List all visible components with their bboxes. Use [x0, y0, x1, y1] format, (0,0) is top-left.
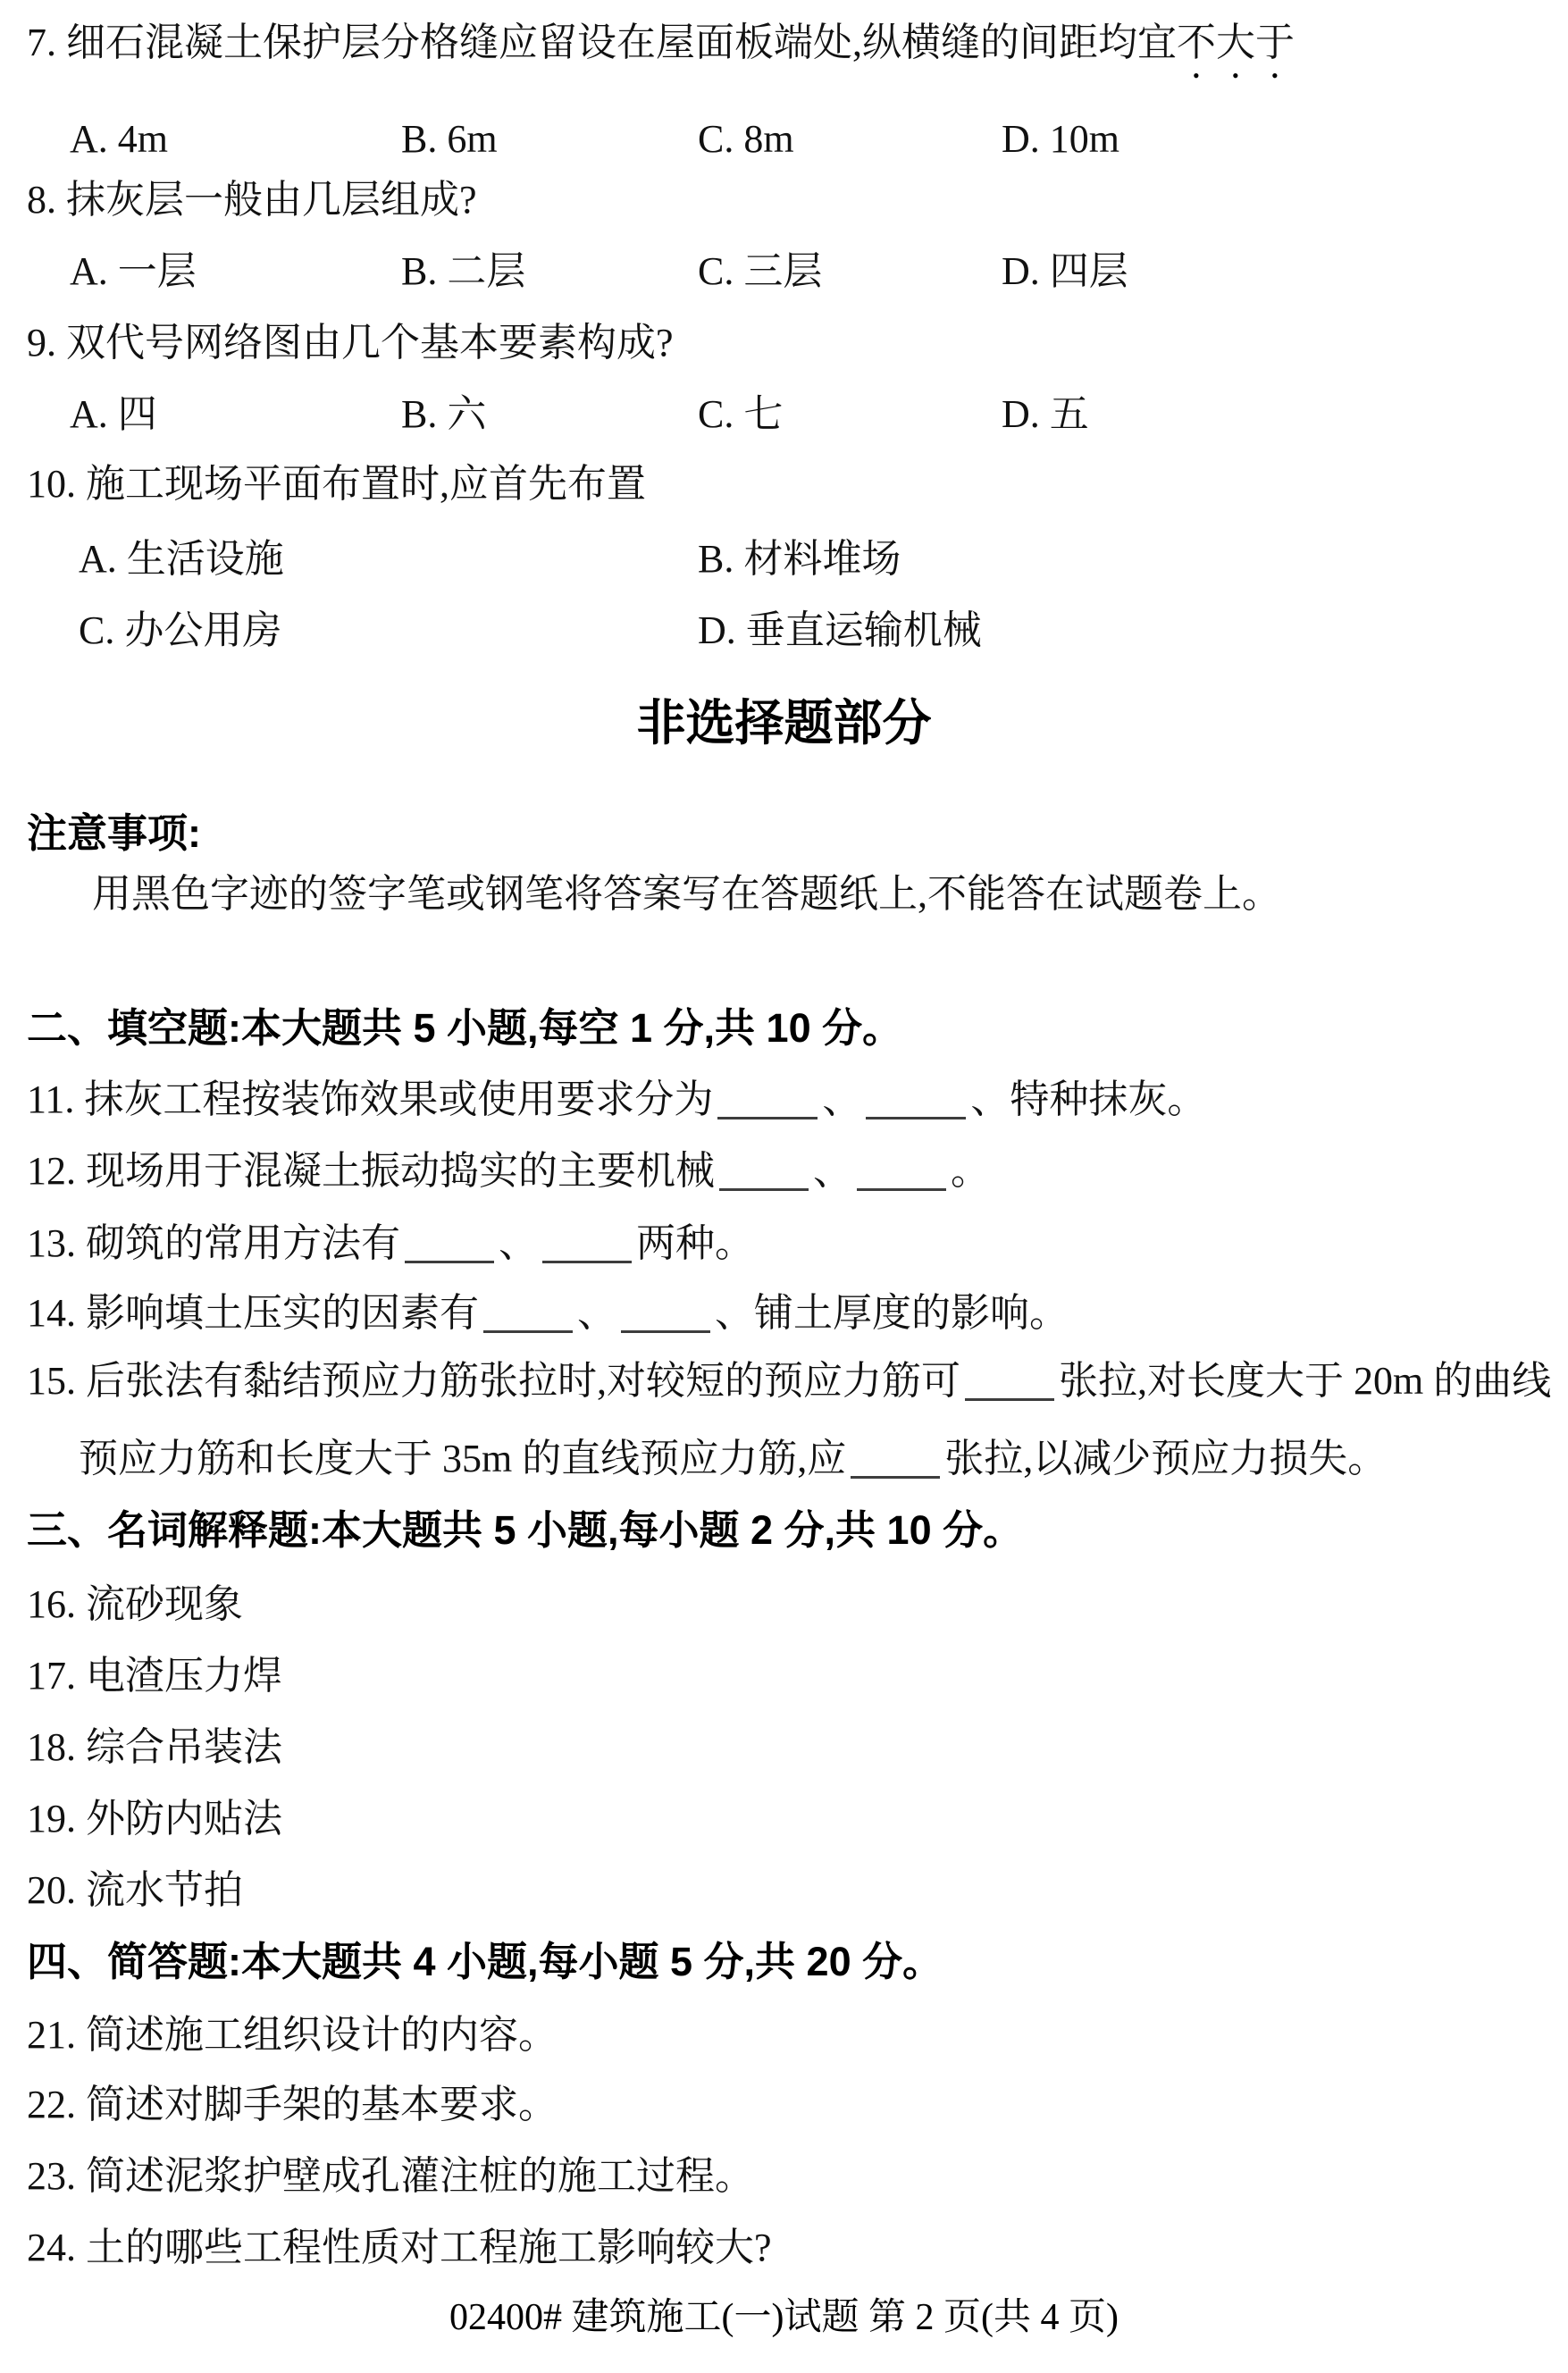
- blank-line: [965, 1398, 1054, 1401]
- blank-line: [405, 1261, 494, 1263]
- fill-section-title: 二、填空题:本大题共 5 小题,每空 1 分,共 10 分。: [27, 1005, 903, 1051]
- question-15-line2-pre: 预应力筋和长度大于 35m 的直线预应力筋,应: [79, 1437, 847, 1480]
- question-8-option-d: D. 四层: [1002, 249, 1128, 293]
- question-14-text-pre: 14. 影响填土压实的因素有: [27, 1291, 479, 1335]
- question-11-text-post: 、特种抹灰。: [970, 1077, 1207, 1121]
- blank-line: [621, 1330, 710, 1333]
- question-21: 21. 简述施工组织设计的内容。: [27, 2013, 558, 2057]
- short-answer-section-title: 四、简答题:本大题共 4 小题,每小题 5 分,共 20 分。: [27, 1939, 943, 1984]
- question-15-line-1: [0, 1356, 1568, 1413]
- question-20: 20. 流水节拍: [27, 1868, 243, 1912]
- question-10-option-a: A. 生活设施: [79, 537, 284, 581]
- question-10-options-row-2: [0, 606, 1568, 663]
- question-15-line-2: [0, 1434, 1568, 1491]
- section-heading-nonchoice: 非选择题部分: [636, 695, 932, 750]
- question-8: [0, 175, 1568, 232]
- question-8-options: [0, 247, 1568, 304]
- question-12-text-pre: 12. 现场用于混凝土振动捣实的主要机械: [27, 1149, 715, 1193]
- question-10-text: 10. 施工现场平面布置时,应首先布置: [27, 462, 646, 506]
- blank-line: [719, 1188, 809, 1191]
- question-22: 22. 简述对脚手架的基本要求。: [27, 2083, 558, 2126]
- question-10: [0, 459, 1568, 516]
- question-18: 18. 综合吊装法: [27, 1725, 282, 1769]
- question-7-option-d: D. 10m: [1002, 117, 1119, 161]
- question-8-option-b: B. 二层: [401, 249, 526, 293]
- notice-text: 用黑色字迹的签字笔或钢笔将答案写在答题纸上,不能答在试题卷上。: [92, 872, 1281, 916]
- page-footer: 02400# 建筑施工(一)试题 第 2 页(共 4 页): [449, 2297, 1119, 2338]
- question-9: [0, 318, 1568, 375]
- question-16: 16. 流砂现象: [27, 1582, 243, 1626]
- question-11-text-mid: 、: [822, 1077, 862, 1121]
- question-13: [0, 1219, 1568, 1276]
- question-14-text-mid: 、: [577, 1291, 616, 1335]
- question-17: 17. 电渣压力焊: [27, 1654, 282, 1698]
- blank-line: [857, 1188, 946, 1191]
- question-9-option-d: D. 五: [1002, 392, 1089, 436]
- question-11: [0, 1075, 1568, 1132]
- question-15-line1-pre: 15. 后张法有黏结预应力筋张拉时,对较短的预应力筋可: [27, 1359, 960, 1403]
- blank-line: [717, 1117, 818, 1119]
- terms-section-title: 三、名词解释题:本大题共 5 小题,每小题 2 分,共 10 分。: [27, 1507, 1024, 1553]
- question-14: [0, 1288, 1568, 1346]
- question-19: 19. 外防内贴法: [27, 1797, 282, 1841]
- question-12: [0, 1146, 1568, 1203]
- blank-line: [542, 1261, 632, 1263]
- blank-line: [851, 1476, 940, 1479]
- question-8-option-c: C. 三层: [698, 249, 823, 293]
- question-12-text-mid: 、: [813, 1149, 852, 1193]
- notice-title: 注意事项:: [27, 810, 201, 856]
- question-10-option-b: B. 材料堆场: [698, 537, 901, 581]
- question-13-text-mid: 、: [499, 1221, 538, 1265]
- question-7-options: [0, 114, 1568, 172]
- question-13-text-pre: 13. 砌筑的常用方法有: [27, 1221, 400, 1265]
- question-8-text: 8. 抹灰层一般由几层组成?: [27, 178, 477, 222]
- question-9-options: [0, 390, 1568, 447]
- question-7-emphasized-text: 不大于: [1177, 21, 1295, 64]
- question-11-text-pre: 11. 抹灰工程按装饰效果或使用要求分为: [27, 1077, 714, 1121]
- question-9-option-a: A. 四: [70, 392, 157, 436]
- blank-line: [483, 1330, 573, 1333]
- question-14-text-post: 、铺土厚度的影响。: [715, 1291, 1069, 1335]
- question-15-line1-post: 张拉,对长度大于 20m 的曲线: [1059, 1359, 1552, 1403]
- question-10-option-c: C. 办公用房: [79, 608, 282, 652]
- question-15-line2-post: 张拉,以减少预应力损失。: [944, 1437, 1388, 1480]
- question-7-option-c: C. 8m: [698, 117, 794, 161]
- question-7-option-b: B. 6m: [401, 117, 498, 161]
- question-9-option-b: B. 六: [401, 392, 487, 436]
- question-10-options-row-1: [0, 534, 1568, 591]
- question-10-option-d: D. 垂直运输机械: [698, 608, 982, 652]
- question-12-text-post: 。: [951, 1149, 990, 1193]
- question-23: 23. 简述泥浆护壁成孔灌注桩的施工过程。: [27, 2154, 754, 2198]
- question-24: 24. 土的哪些工程性质对工程施工影响较大?: [27, 2226, 772, 2269]
- question-7-text: 7. 细石混凝土保护层分格缝应留设在屋面板端处,纵横缝的间距均宜: [27, 21, 1177, 64]
- question-7-option-a: A. 4m: [70, 117, 168, 161]
- question-8-option-a: A. 一层: [70, 249, 197, 293]
- question-9-option-c: C. 七: [698, 392, 784, 436]
- question-9-text: 9. 双代号网络图由几个基本要素构成?: [27, 321, 674, 365]
- question-13-text-post: 两种。: [636, 1221, 754, 1265]
- blank-line: [866, 1117, 966, 1119]
- question-7: [0, 18, 1568, 75]
